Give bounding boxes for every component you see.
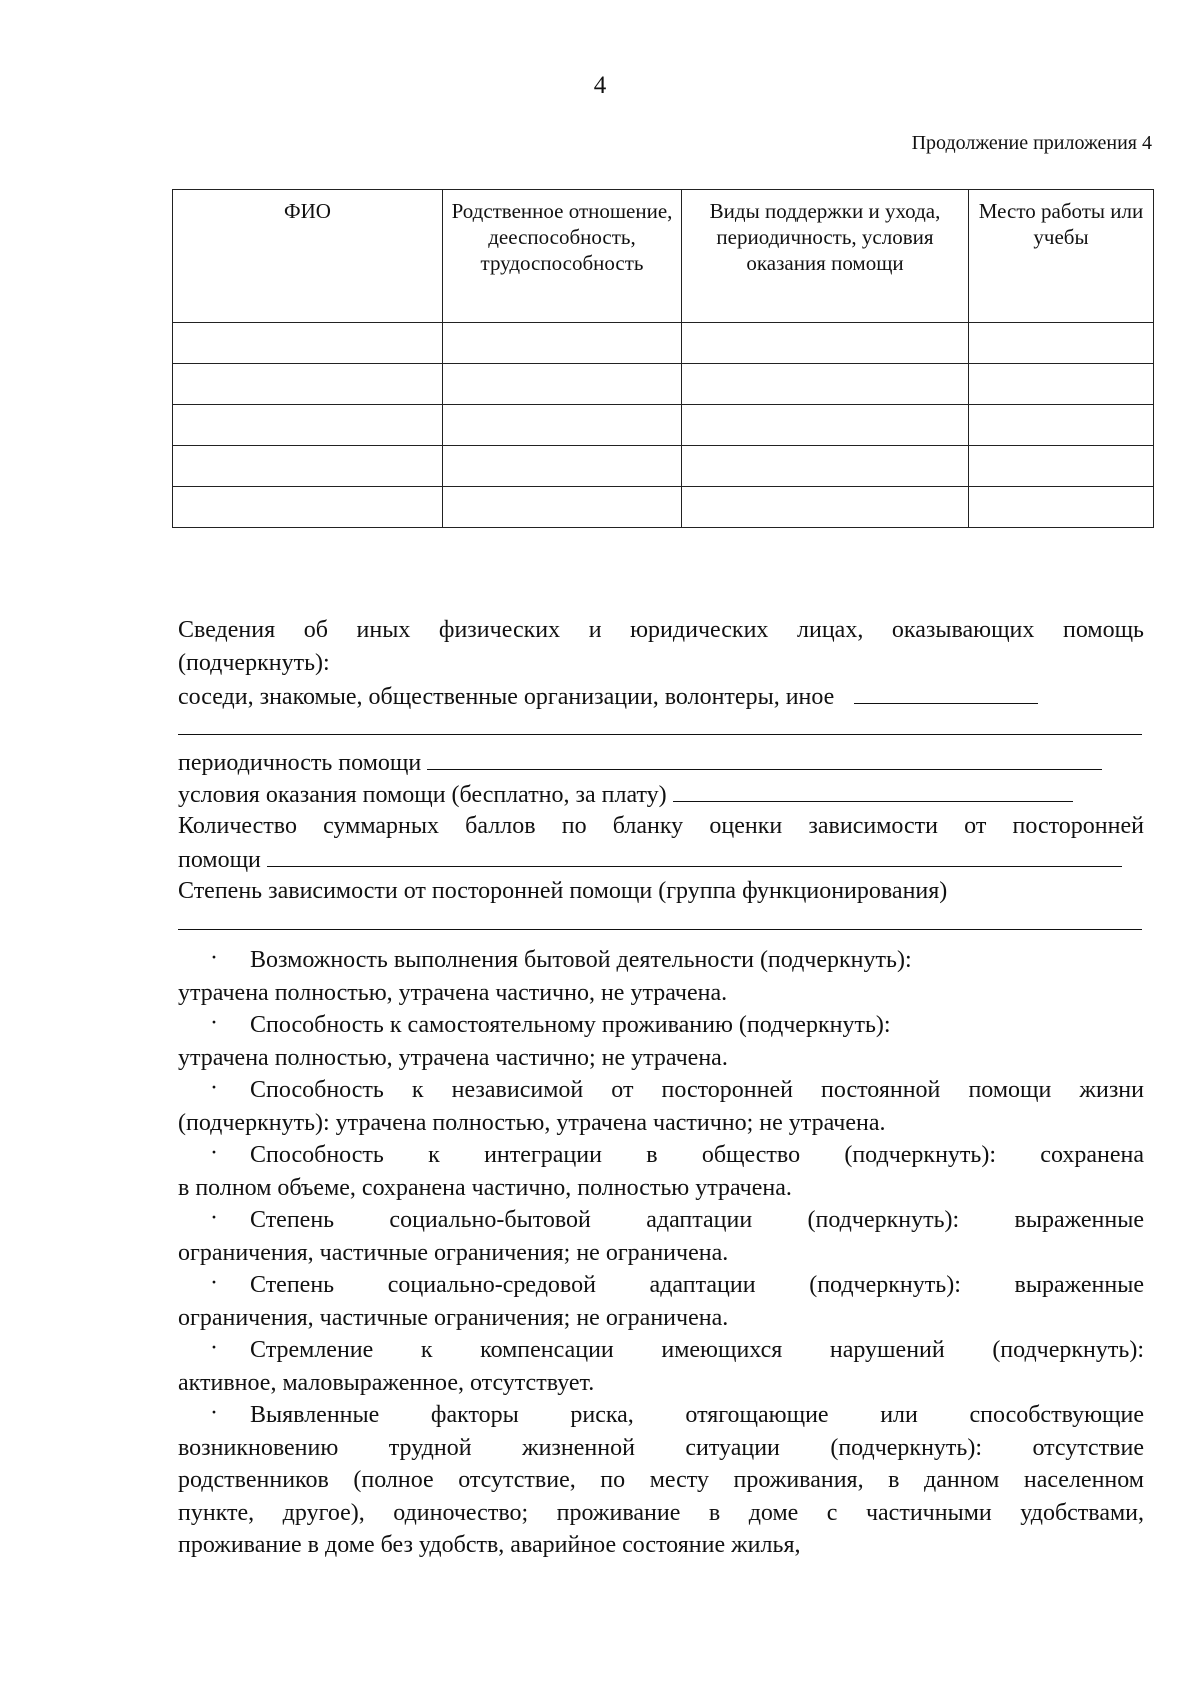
conditions-line — [178, 777, 1144, 810]
list-item — [178, 1009, 1144, 1074]
table-row — [173, 364, 1154, 405]
bullet-icon: · — [210, 1075, 218, 1101]
other-helpers-continuation-field[interactable] — [178, 712, 1142, 735]
item-first-line: Возможность выполнения бытовой деятельности (подчеркнуть): — [250, 947, 912, 973]
item-first-line: Способность к независимой от посторонней постоянной помощи жизни — [250, 1077, 1144, 1103]
item-line: возникновению трудной жизненной ситуации (подчеркнуть): отсутствие — [178, 1434, 1144, 1461]
others-info-line: Сведения об иных физических и юридических лицах, оказывающих помощь — [178, 617, 1144, 643]
list-item — [178, 1139, 1144, 1204]
table-cell[interactable] — [969, 323, 1154, 364]
table-row — [173, 446, 1154, 487]
periodicity-line — [178, 745, 1144, 778]
item-line: пункте, другое), одиночество; проживание в доме с частичными удобствами, — [178, 1499, 1144, 1526]
relatives-table — [172, 189, 1154, 528]
item-line: проживание в доме без удобств, аварийное состояние жилья, — [178, 1532, 801, 1558]
table-cell[interactable] — [443, 487, 682, 528]
score-line: Количество суммарных баллов по бланку оценки зависимости от посторонней — [178, 812, 1144, 839]
table-cell[interactable] — [682, 405, 969, 446]
item-first-line: Способность к самостоятельному проживанию (подчеркнуть): — [250, 1012, 891, 1038]
header-workplace: Место работы или учебы — [969, 190, 1154, 323]
table-cell[interactable] — [682, 446, 969, 487]
item-line: родственников (полное отсутствие, по месту проживания, в данном населенном — [178, 1467, 1144, 1493]
dependency-line: Степень зависимости от посторонней помощи (группа функционирования) — [178, 877, 948, 904]
periodicity-label: периодичность помощи — [178, 749, 422, 776]
item-line: ограничения, частичные ограничения; не ограничена. — [178, 1304, 729, 1331]
item-line: в полном объеме, сохранена частично, полностью утрачена. — [178, 1174, 792, 1201]
table-row — [173, 487, 1154, 528]
table-cell[interactable] — [443, 364, 682, 405]
dependency-field[interactable] — [178, 907, 1142, 930]
table-row — [173, 405, 1154, 446]
table-header-row — [173, 190, 1154, 323]
item-first-line: Степень социально-бытовой адаптации (подчеркнуть): выраженные — [250, 1207, 1144, 1233]
list-item — [178, 1204, 1144, 1269]
bullet-icon: · — [210, 1400, 218, 1426]
score-label: помощи — [178, 847, 261, 873]
other-helpers-field[interactable] — [854, 679, 1038, 704]
bullet-icon: · — [210, 945, 218, 971]
item-first-line: Стремление к компенсации имеющихся нарушений (подчеркнуть): — [250, 1337, 1144, 1363]
form-fields-section — [178, 614, 1144, 940]
others-info-underline-note: (подчеркнуть): — [178, 649, 330, 676]
table-cell[interactable] — [173, 405, 443, 446]
conditions-label: условия оказания помощи (бесплатно, за плату) — [178, 782, 667, 808]
item-line: ограничения, частичные ограничения; не ограничена. — [178, 1239, 729, 1266]
table-cell[interactable] — [443, 323, 682, 364]
header-relationship: Родственное отношение, дееспособность, трудоспособность — [443, 190, 682, 323]
table-row — [173, 323, 1154, 364]
item-line: активное, маловыраженное, отсутствует. — [178, 1369, 595, 1396]
item-first-line: Степень социально-средовой адаптации (подчеркнуть): выраженные — [250, 1272, 1144, 1298]
list-item — [178, 1269, 1144, 1334]
list-item — [178, 1399, 1144, 1562]
table-cell[interactable] — [443, 446, 682, 487]
score-field[interactable] — [267, 842, 1122, 867]
bullet-icon: · — [210, 1270, 218, 1296]
item-line: утрачена полностью, утрачена частично; не утрачена. — [178, 1044, 728, 1071]
table-cell[interactable] — [682, 364, 969, 405]
header-full-name: ФИО — [173, 190, 443, 323]
conditions-field[interactable] — [673, 777, 1073, 802]
item-line: (подчеркнуть): утрачена полностью, утрачена частично; не утрачена. — [178, 1109, 886, 1136]
table-cell[interactable] — [682, 487, 969, 528]
item-first-line: Выявленные факторы риска, отягощающие или способствующие — [250, 1402, 1144, 1428]
table-cell[interactable] — [173, 323, 443, 364]
header-support-types: Виды поддержки и ухода, периодичность, условия оказания помощи — [682, 190, 969, 323]
others-options-label: соседи, знакомые, общественные организации, волонтеры, иное — [178, 684, 835, 710]
list-item — [178, 1074, 1144, 1139]
page-number: 4 — [593, 72, 607, 99]
periodicity-field[interactable] — [427, 745, 1102, 770]
table-cell[interactable] — [173, 487, 443, 528]
bullet-icon: · — [210, 1010, 218, 1036]
assessment-items — [178, 944, 1144, 1562]
others-options-line — [178, 679, 1144, 712]
table-cell[interactable] — [173, 364, 443, 405]
table-cell[interactable] — [969, 487, 1154, 528]
table-cell[interactable] — [443, 405, 682, 446]
list-item — [178, 944, 1144, 1009]
item-first-line: Способность к интеграции в общество (подчеркнуть): сохранена — [250, 1142, 1144, 1168]
item-line: утрачена полностью, утрачена частично, не утрачена. — [178, 979, 728, 1006]
bullet-icon: · — [210, 1335, 218, 1361]
bullet-icon: · — [210, 1140, 218, 1166]
table-cell[interactable] — [969, 446, 1154, 487]
appendix-continuation-note: Продолжение приложения 4 — [911, 132, 1152, 154]
table-cell[interactable] — [969, 364, 1154, 405]
score-continuation-line — [178, 842, 1144, 875]
list-item — [178, 1334, 1144, 1399]
table-cell[interactable] — [969, 405, 1154, 446]
table-cell[interactable] — [173, 446, 443, 487]
bullet-icon: · — [210, 1205, 218, 1231]
table-cell[interactable] — [682, 323, 969, 364]
